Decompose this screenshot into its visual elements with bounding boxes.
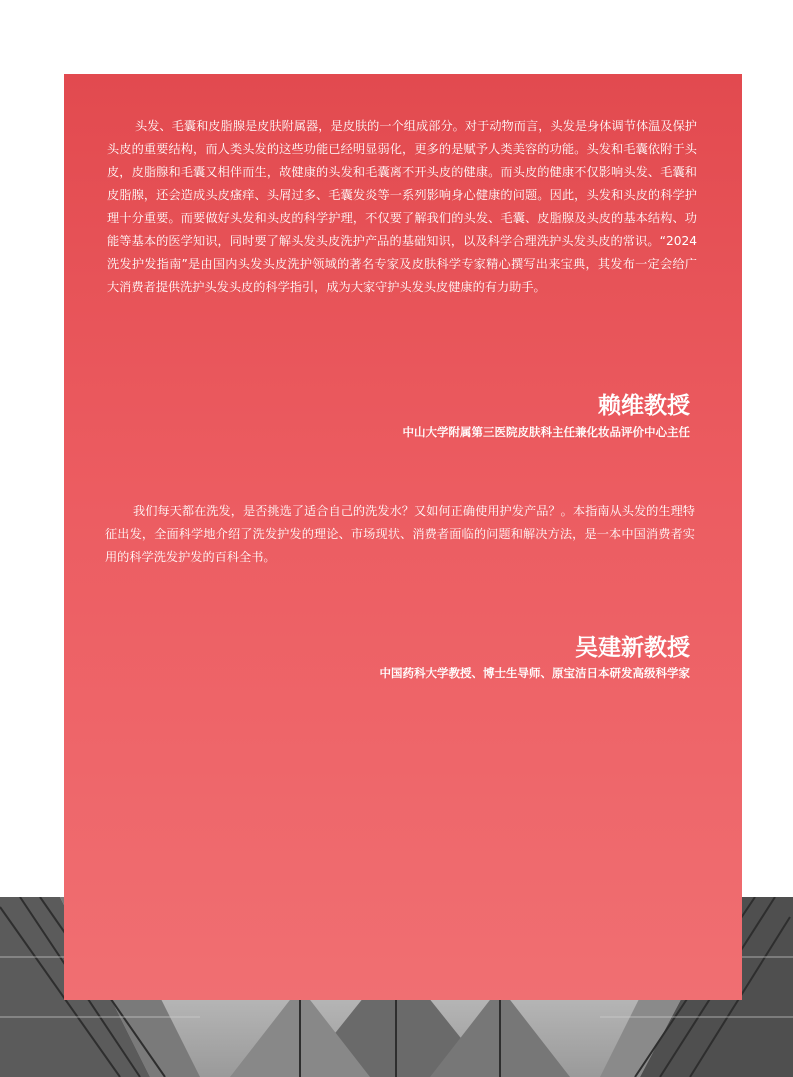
endorsement-1-text: 头发、毛囊和皮脂腺是皮肤附属器，是皮肤的一个组成部分。对于动物而言，头发是身体调节体温及保护头皮的重要结构，而人类头发的这些功能已经明显弱化，更多的是赋予人类美容的功能。头发和毛囊依附于头皮，皮脂腺和毛囊又相伴而生，故健康的头发和毛囊离不开头皮的健康。而头皮的健康不仅影响头发、毛囊和皮脂腺，还会造成头皮瘙痒、头屑过多、毛囊发炎等一系列影响身心健康的问题。因此，头发和头皮的科学护理十分重要。而要做好头发和头皮的科学护理，不仅要了解我们的头发、毛囊、皮脂腺及头皮的基本结构、功能等基本的医学知识，同时要了解头发头皮洗护产品的基础知识，以及科学合理洗护头发头皮的常识。“2024洗发护发指南”是由国内头发头皮洗护领域的著名专家及皮肤科学专家精心撰写出来宝典，其发布一定会给广大消费者提供洗护头发头皮的科学指引，成为大家守护头发头皮健康的有力助手。 (107, 119, 697, 294)
endorsement-panel (64, 74, 742, 1000)
endorsement-1-author-title: 中山大学附属第三医院皮肤科主任兼化妆品评价中心主任 (402, 425, 690, 439)
endorsement-2-author-name: 吴建新教授 (575, 635, 690, 661)
endorsement-2-author-title: 中国药科大学教授、博士生导师、原宝洁日本研发高级科学家 (379, 666, 690, 680)
endorsement-2-text: 我们每天都在洗发，是否挑选了适合自己的洗发水？又如何正确使用护发产品？。本指南从头发的生理特征出发，全面科学地介绍了洗发护发的理论、市场现状、消费者面临的问题和解决方法，是一本中国消费者实用的科学洗发护发的百科全书。 (105, 504, 695, 564)
endorsement-1-author-name: 赖维教授 (598, 393, 690, 419)
